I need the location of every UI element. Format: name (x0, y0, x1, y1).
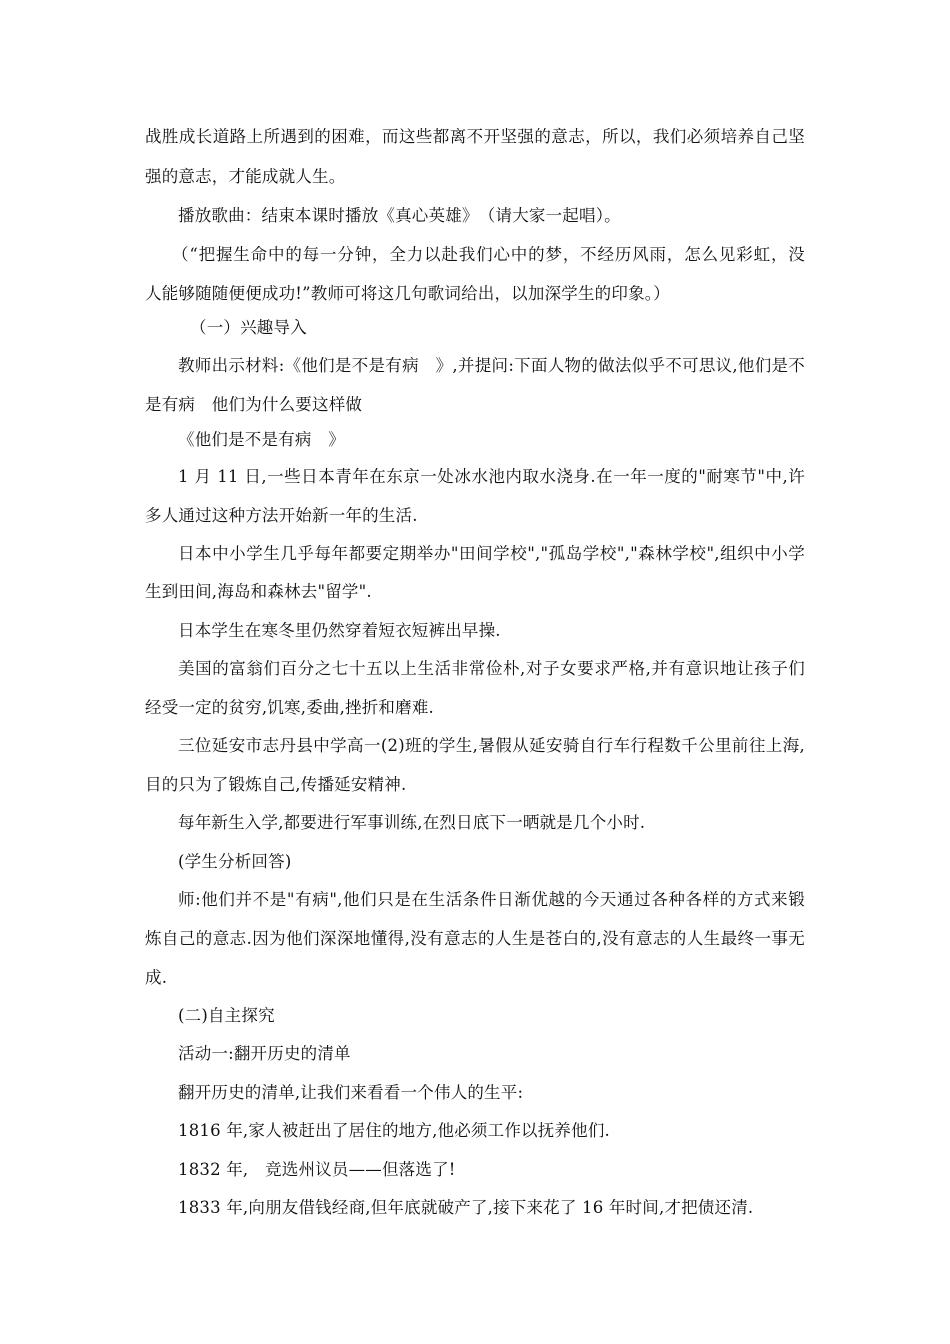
text-line: 教师出示材料:《他们是不是有病 》,并提问:下面人物的做法似乎不可思议,他们是不 (178, 356, 805, 375)
text-line: 1 月 11 日,一些日本青年在东京一处冰水池内取水浇身.在一年一度的"耐寒节"中,许 (178, 467, 805, 486)
text-line: (学生分析回答) (178, 852, 292, 871)
text-line: 成. (145, 968, 168, 987)
text-line: 美国的富翁们百分之七十五以上生活非常俭朴,对子女要求严格,并有意识地让孩子们 (178, 659, 805, 678)
text-line: 每年新生入学,都要进行军事训练,在烈日底下一晒就是几个小时. (178, 813, 646, 832)
text-line: 多人通过这种方法开始新一年的生活. (145, 506, 418, 525)
text-line: 经受一定的贫穷,饥寒,委曲,挫折和磨难. (145, 698, 434, 717)
text-line: 1833 年,向朋友借钱经商,但年底就破产了,接下来花了 16 年时间,才把债还清. (178, 1198, 754, 1217)
text-line: 炼自己的意志.因为他们深深地懂得,没有意志的人生是苍白的,没有意志的人生最终一事无 (145, 929, 805, 948)
text-line: 日本中小学生几乎每年都要定期举办"田间学校","孤岛学校","森林学校",组织中小学 (178, 544, 805, 563)
text-line: （“把握生命中的每一分钟，全力以赴我们心中的梦，不经历风雨，怎么见彩虹，没 (172, 245, 805, 264)
text-line: 1816 年,家人被赶出了居住的地方,他必须工作以抚养他们. (178, 1121, 610, 1140)
section-heading: (二)自主探究 (178, 1006, 275, 1025)
section-heading: （一）兴趣导入 (190, 318, 307, 337)
text-line: 强的意志，才能成就人生。 (145, 167, 346, 186)
text-line: 1832 年, 竞选州议员——但落选了! (178, 1160, 456, 1179)
text-line: 师:他们并不是"有病",他们只是在生活条件日渐优越的今天通过各种各样的方式来锻 (178, 890, 805, 909)
text-line: 目的只为了锻炼自己,传播延安精神. (145, 775, 407, 794)
text-line: 生到田间,海岛和森林去"留学". (145, 582, 372, 601)
text-line: 《他们是不是有病 》 (178, 430, 345, 449)
text-line: 播放歌曲：结束本课时播放《真心英雄》 （请大家一起唱）。 (178, 206, 621, 225)
text-line: 日本学生在寒冬里仍然穿着短衣短裤出早操. (178, 621, 501, 640)
text-line: 人能够随随便便成功!”教师可将这几句歌词给出，以加深学生的印象。） (145, 284, 670, 303)
text-line: 战胜成长道路上所遇到的困难，而这些都离不开坚强的意志，所以，我们必须培养自己坚 (145, 127, 805, 146)
text-line: 活动一:翻开历史的清单 (178, 1044, 351, 1063)
text-line: 翻开历史的清单,让我们来看看一个伟人的生平: (178, 1083, 524, 1102)
text-line: 三位延安市志丹县中学高一(2)班的学生,暑假从延安骑自行车行程数千公里前往上海, (178, 736, 805, 755)
text-line: 是有病 他们为什么要这样做 (145, 395, 363, 414)
